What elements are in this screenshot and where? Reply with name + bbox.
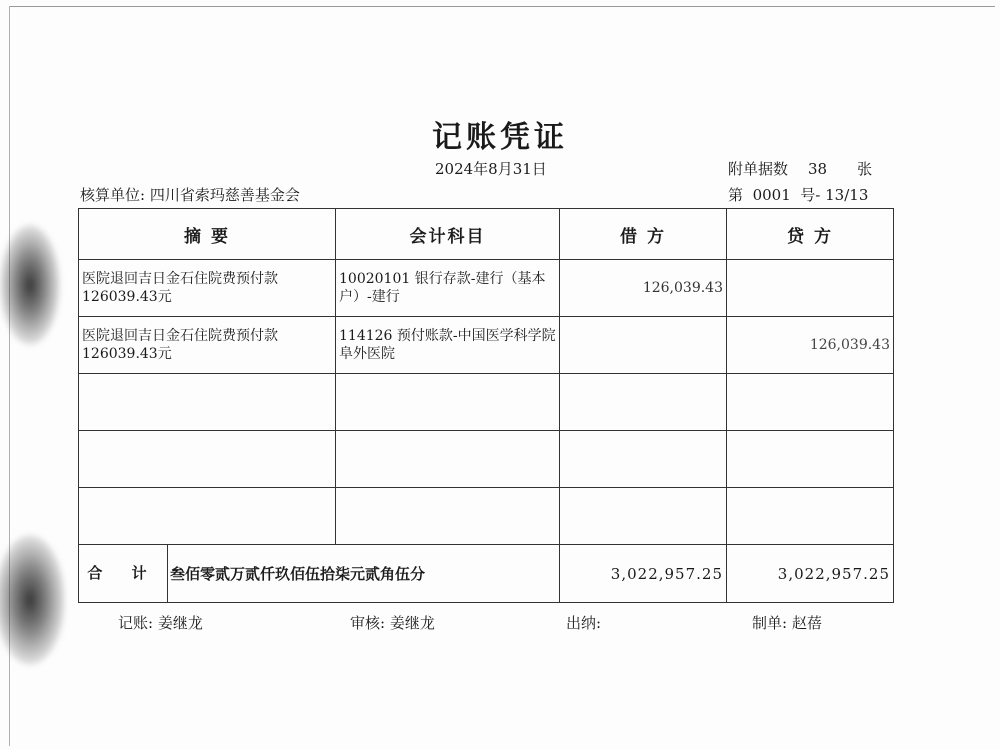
row-debit: 126,039.43 (560, 260, 727, 317)
row-account: 10020101 银行存款-建行（基本户）-建行 (336, 260, 560, 317)
empty-cell (560, 431, 727, 488)
entity-label: 核算单位: (80, 186, 146, 204)
reviewer-label: 审核: (350, 614, 386, 632)
voucher-number-value: 0001 (752, 186, 791, 204)
bookkeeper-label: 记账: (118, 614, 154, 632)
empty-cell (336, 431, 560, 488)
empty-cell (79, 431, 336, 488)
attachments-label: 附单据数 (728, 160, 789, 178)
table-row (79, 317, 894, 374)
total-cell (79, 545, 560, 603)
attachments-info (728, 158, 872, 179)
cashier-label: 出纳: (566, 614, 602, 632)
preparer-label: 制单: (752, 614, 788, 632)
entity-name: 四川省索玛慈善基金会 (149, 186, 300, 204)
header-credit: 贷 方 (727, 209, 894, 260)
total-row (79, 545, 894, 603)
preparer-signature (752, 612, 822, 633)
voucher-number-suffix: 号- 13/13 (800, 186, 869, 204)
preparer-name: 赵蓓 (791, 614, 822, 632)
row-credit (727, 260, 894, 317)
voucher-table (78, 208, 894, 603)
row-summary: 医院退回吉日金石住院费预付款126039.43元 (79, 317, 336, 374)
header-account: 会计科目 (336, 209, 560, 260)
bookkeeper-signature (118, 612, 203, 633)
header-debit: 借 方 (560, 209, 727, 260)
scan-smudge-upper (0, 225, 60, 345)
table-row-empty (79, 431, 894, 488)
row-credit: 126,039.43 (727, 317, 894, 374)
voucher-date: 2024年8月31日 (435, 160, 547, 178)
voucher-title: 记账凭证 (432, 120, 568, 155)
empty-cell (336, 488, 560, 545)
table-row-empty (79, 374, 894, 431)
voucher-number-label: 第 (728, 186, 744, 204)
row-account: 114126 预付账款-中国医学科学院阜外医院 (336, 317, 560, 374)
attachments-count: 38 (808, 160, 828, 178)
reviewer-name: 姜继龙 (389, 614, 435, 632)
header-summary: 摘 要 (79, 209, 336, 260)
accounting-entity (80, 184, 300, 205)
total-label: 合 计 (79, 545, 168, 602)
voucher-number (728, 184, 868, 205)
empty-cell (727, 488, 894, 545)
attachments-unit: 张 (857, 160, 873, 178)
row-summary: 医院退回吉日金石住院费预付款126039.43元 (79, 260, 336, 317)
empty-cell (560, 374, 727, 431)
empty-cell (336, 374, 560, 431)
total-amount-words: 叁佰零贰万贰仟玖佰伍拾柒元贰角伍分 (170, 565, 426, 583)
scan-edge-top (10, 6, 995, 7)
table-row-empty (79, 488, 894, 545)
scan-smudge-lower (0, 535, 65, 665)
empty-cell (79, 488, 336, 545)
empty-cell (727, 431, 894, 488)
bookkeeper-name: 姜继龙 (157, 614, 203, 632)
empty-cell (727, 374, 894, 431)
total-debit: 3,022,957.25 (560, 545, 727, 603)
cashier-signature (566, 612, 601, 633)
table-row (79, 260, 894, 317)
table-header-row (79, 209, 894, 260)
empty-cell (560, 488, 727, 545)
reviewer-signature (350, 612, 435, 633)
empty-cell (79, 374, 336, 431)
total-credit: 3,022,957.25 (727, 545, 894, 603)
row-debit (560, 317, 727, 374)
